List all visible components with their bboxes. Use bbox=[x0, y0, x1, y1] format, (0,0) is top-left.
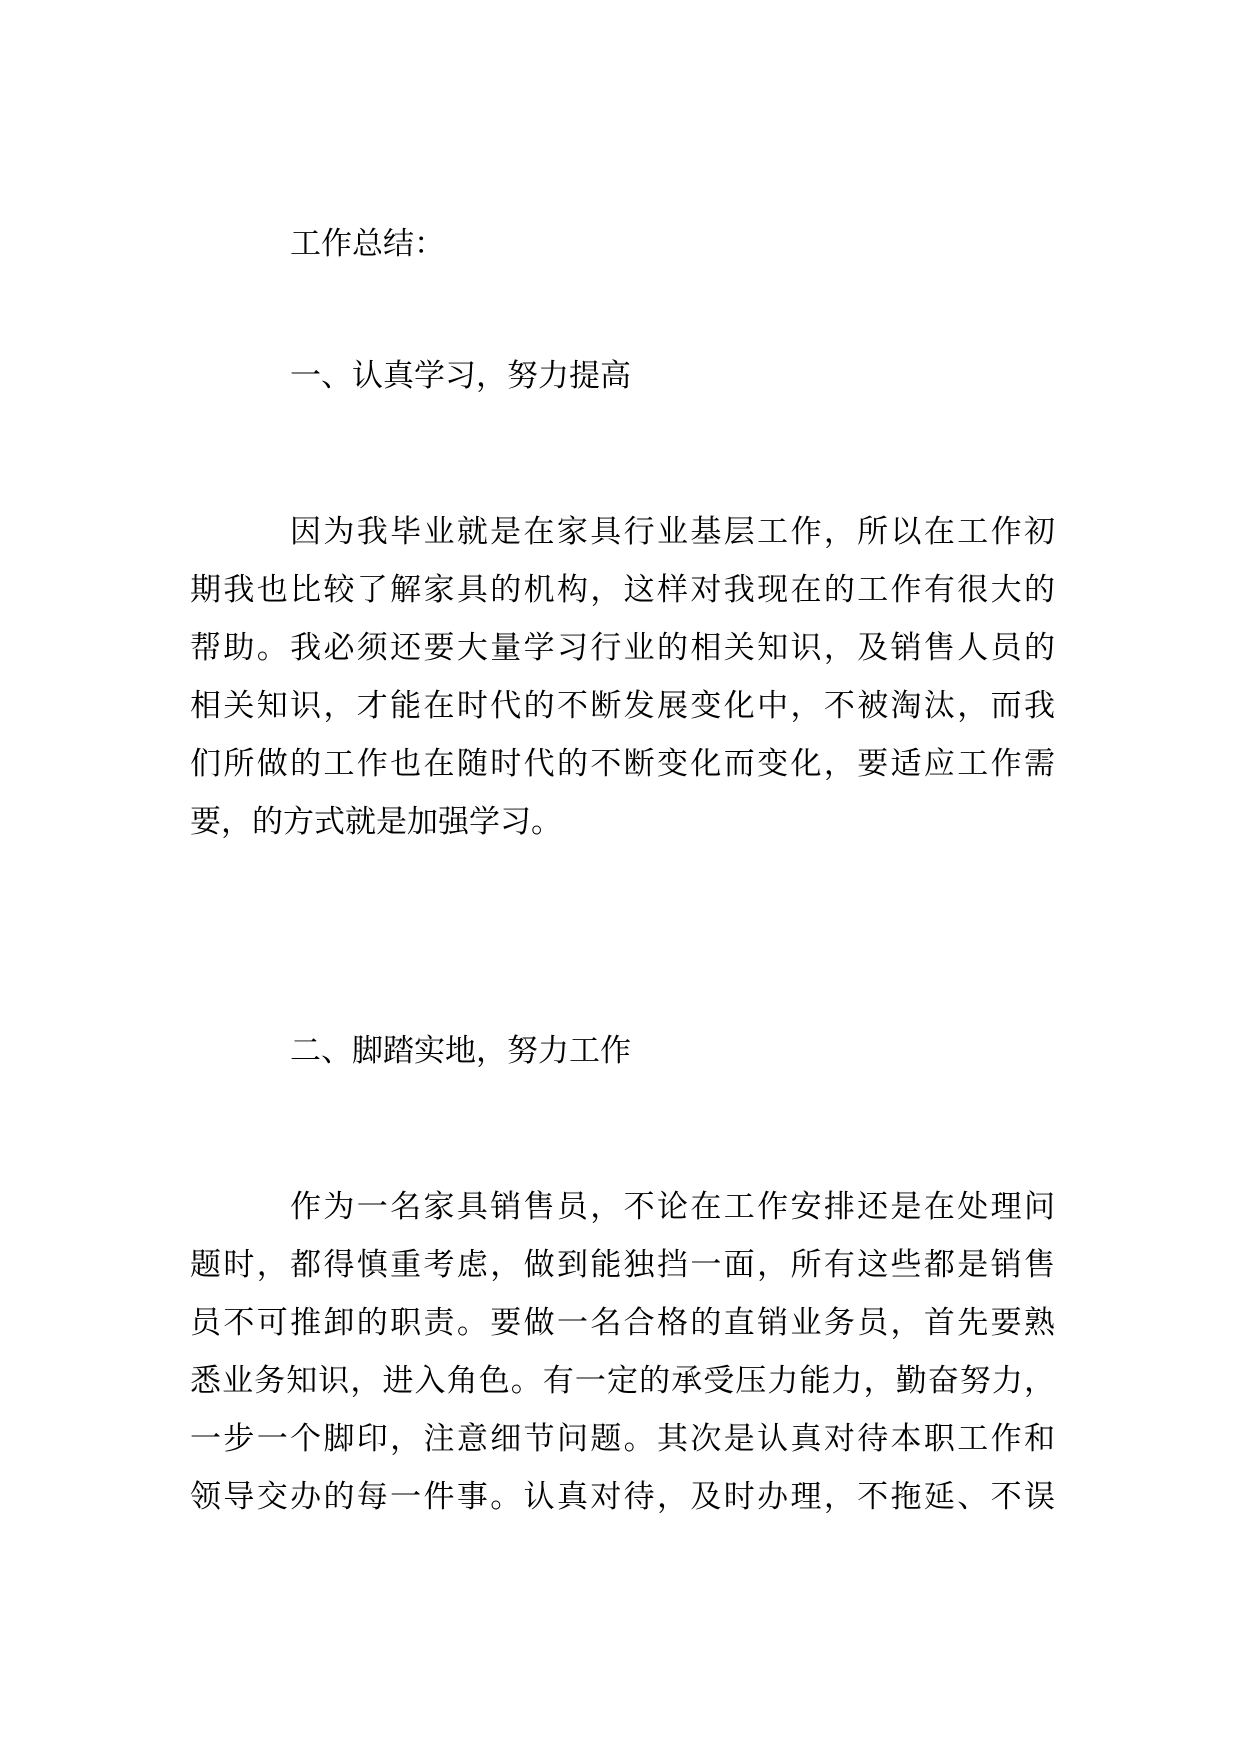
section1-line: 因为我毕业就是在家具行业基层工作，所以在工作初 bbox=[290, 514, 1055, 550]
section2-line: 一步一个脚印，注意细节问题。其次是认真对待本职工作和 bbox=[190, 1421, 1055, 1457]
section2-line: 悉业务知识，进入角色。有一定的承受压力能力，勤奋努力， bbox=[190, 1363, 1055, 1399]
section2-paragraph bbox=[190, 1178, 1055, 1526]
section2-line: 题时，都得慎重考虑，做到能独挡一面，所有这些都是销售 bbox=[190, 1247, 1055, 1283]
section2-line: 领导交办的每一件事。认真对待，及时办理，不拖延、不误 bbox=[190, 1479, 1055, 1515]
section2-line: 作为一名家具销售员，不论在工作安排还是在处理问 bbox=[290, 1189, 1055, 1225]
section1-heading: 一、认真学习，努力提高 bbox=[290, 358, 631, 394]
section2-line: 员不可推卸的职责。要做一名合格的直销业务员，首先要熟 bbox=[190, 1305, 1055, 1341]
section1-line: 们所做的工作也在随时代的不断变化而变化，要适应工作需 bbox=[190, 746, 1055, 782]
section1-paragraph bbox=[190, 503, 1055, 851]
section2-heading: 二、脚踏实地，努力工作 bbox=[290, 1033, 631, 1069]
document-title: 工作总结： bbox=[290, 226, 445, 262]
section1-line: 相关知识，才能在时代的不断发展变化中，不被淘汰，而我 bbox=[190, 688, 1055, 724]
section1-line: 要，的方式就是加强学习。 bbox=[190, 804, 562, 840]
section1-line: 帮助。我必须还要大量学习行业的相关知识，及销售人员的 bbox=[190, 630, 1055, 666]
section1-line: 期我也比较了解家具的机构，这样对我现在的工作有很大的 bbox=[190, 572, 1055, 608]
